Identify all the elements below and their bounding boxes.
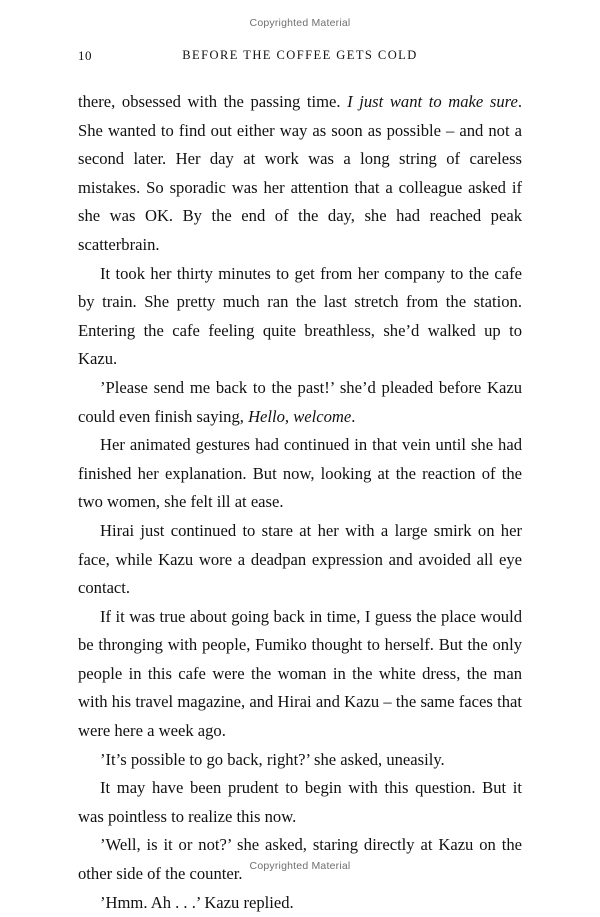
paragraph bbox=[78, 88, 522, 260]
copyright-watermark-top: Copyrighted Material bbox=[249, 17, 351, 29]
paragraph bbox=[78, 746, 522, 775]
italic-run: Hello, welcome bbox=[248, 406, 352, 426]
text-run: . bbox=[351, 406, 356, 426]
italic-run: I just want to make sure bbox=[347, 92, 518, 111]
text-run: ’Well, is it or not?’ she asked, staring directly at Kazu on the other side of the counter. bbox=[78, 835, 522, 884]
text-run: there, obsessed with the passing time. bbox=[78, 92, 348, 111]
paragraph bbox=[78, 603, 522, 746]
paragraph bbox=[78, 260, 522, 374]
text-run: ’It’s possible to go back, right?’ she asked, uneasily. bbox=[100, 749, 445, 769]
running-head bbox=[78, 48, 522, 66]
copyright-watermark-bottom: Copyrighted Material bbox=[249, 860, 351, 872]
text-run: Her animated gestures had continued in that vein until she had finished her explanation. But now, looking at the reaction of the two women, she felt ill at ease. bbox=[78, 435, 522, 512]
paragraph bbox=[78, 889, 522, 917]
text-run: If it was true about going back in time, I guess the place would be thronging with people, Fumiko thought to herself. But the only people in this cafe were the woman in the white dress, the man with his travel magazine, and Hirai and Kazu – the same faces that were here a week ago. bbox=[78, 606, 522, 741]
paragraph bbox=[78, 374, 522, 431]
paragraph bbox=[78, 431, 522, 517]
text-run: ’Hmm. Ah . . .’ Kazu replied. bbox=[100, 892, 294, 912]
text-run: It may have been prudent to begin with this question. But it was pointless to realize this now. bbox=[78, 778, 522, 826]
running-title: BEFORE THE COFFEE GETS COLD bbox=[182, 48, 418, 62]
paragraph bbox=[78, 774, 522, 831]
text-run: Hirai just continued to stare at her with a large smirk on her face, while Kazu wore a deadpan expression and avoided all eye contact. bbox=[78, 520, 522, 598]
text-run: It took her thirty minutes to get from her company to the cafe by train. She pretty much ran the last stretch from the station. Entering the cafe feeling quite breathless, she’d walked up to Kazu. bbox=[78, 263, 522, 369]
paragraph bbox=[78, 517, 522, 603]
body-text bbox=[78, 88, 522, 917]
text-run: ’Please send me back to the past!’ she’d pleaded before Kazu could even finish saying, bbox=[78, 377, 522, 426]
text-run: . She wanted to find out either way as soon as possible – and not a second later. Her day at work was a long string of careless mistakes. So sporadic was her attention that a colleague asked if she was OK. By the end of the day, she had reached peak scatterbrain. bbox=[78, 92, 522, 254]
page-number: 10 bbox=[78, 48, 92, 63]
